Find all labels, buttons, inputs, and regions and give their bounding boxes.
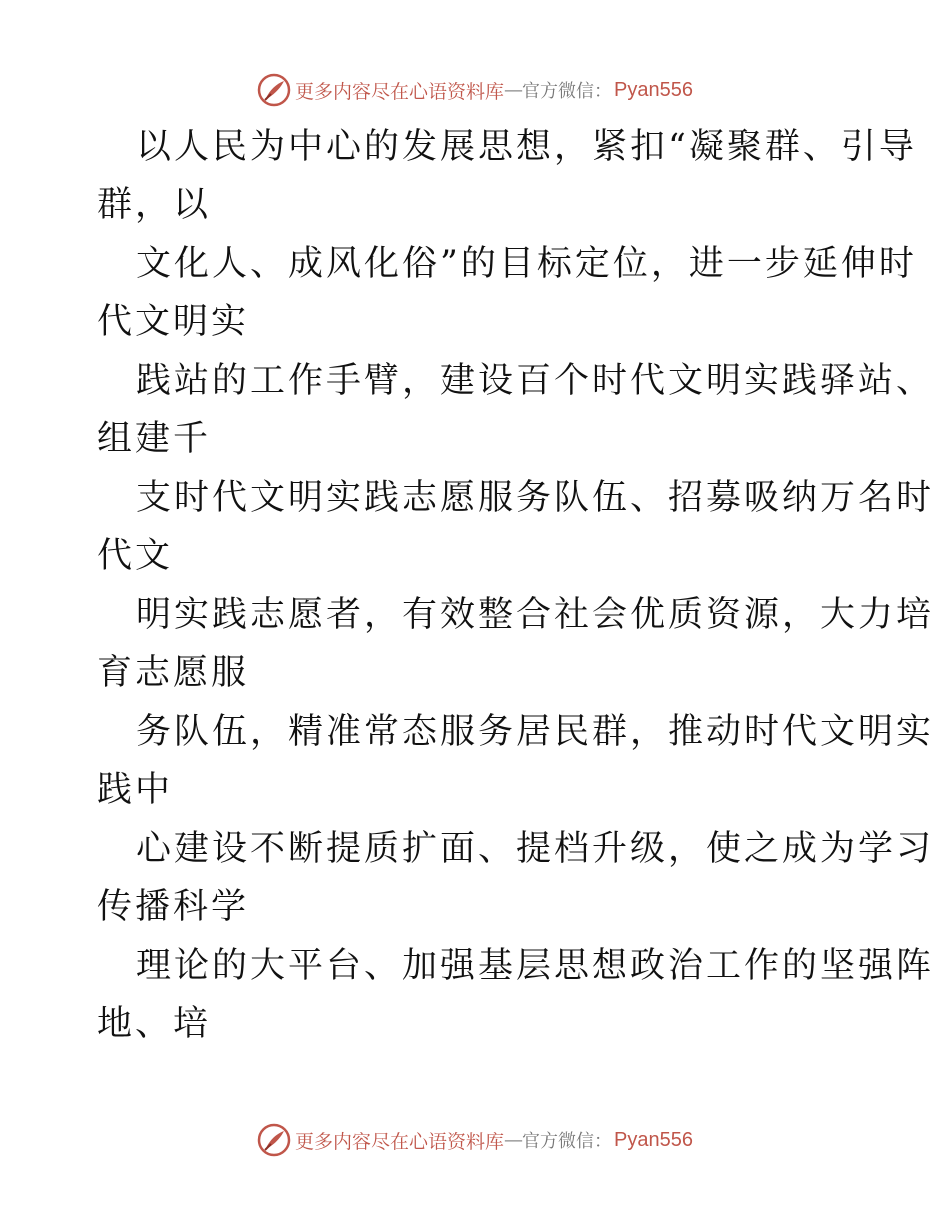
feather-pen-logo-icon: [257, 1123, 291, 1157]
paragraph-line: 理论的大平台、加强基层思想政治工作的坚强阵: [136, 946, 935, 986]
banner-wechat-handle: Pyan556: [614, 78, 693, 101]
paragraph-line: 以人民为中心的发展思想，紧扣“凝聚群、引导: [136, 127, 917, 167]
paragraph-line: 支时代文明实践志愿服务队伍、招募吸纳万名时: [136, 478, 935, 518]
banner-separator: —: [504, 1129, 523, 1151]
paragraph-line: 践中: [97, 770, 174, 810]
paragraph-line: 传播科学: [97, 887, 250, 927]
banner-site-text: 更多内容尽在心语资料库: [295, 80, 505, 103]
feather-pen-logo-icon: [257, 73, 291, 107]
paragraph-line: 地、培: [97, 1004, 212, 1044]
banner-wechat-label: 官方微信：: [522, 81, 613, 102]
paragraph-line: 代文: [97, 536, 174, 576]
paragraph-line: 明实践志愿者，有效整合社会优质资源，大力培: [136, 595, 935, 635]
paragraph-line: 群，以: [97, 185, 212, 225]
header-banner: [0, 70, 950, 110]
paragraph-line: 代文明实: [97, 302, 250, 342]
banner-site-text: 更多内容尽在心语资料库: [295, 1130, 505, 1153]
banner-wechat-label: 官方微信：: [522, 1131, 613, 1152]
banner-wechat-handle: Pyan556: [614, 1128, 693, 1151]
paragraph-line: 心建设不断提质扩面、提档升级，使之成为学习: [136, 829, 935, 869]
paragraph-line: 务队伍，精准常态服务居民群，推动时代文明实: [136, 712, 935, 752]
footer-banner: [0, 1120, 950, 1160]
paragraph-line: 践站的工作手臂，建设百个时代文明实践驿站、: [136, 361, 935, 401]
paragraph-line: 组建千: [97, 419, 212, 459]
banner-separator: —: [504, 79, 523, 101]
paragraph-line: 文化人、成风化俗”的目标定位，进一步延伸时: [136, 244, 917, 284]
paragraph-line: 育志愿服: [97, 653, 250, 693]
